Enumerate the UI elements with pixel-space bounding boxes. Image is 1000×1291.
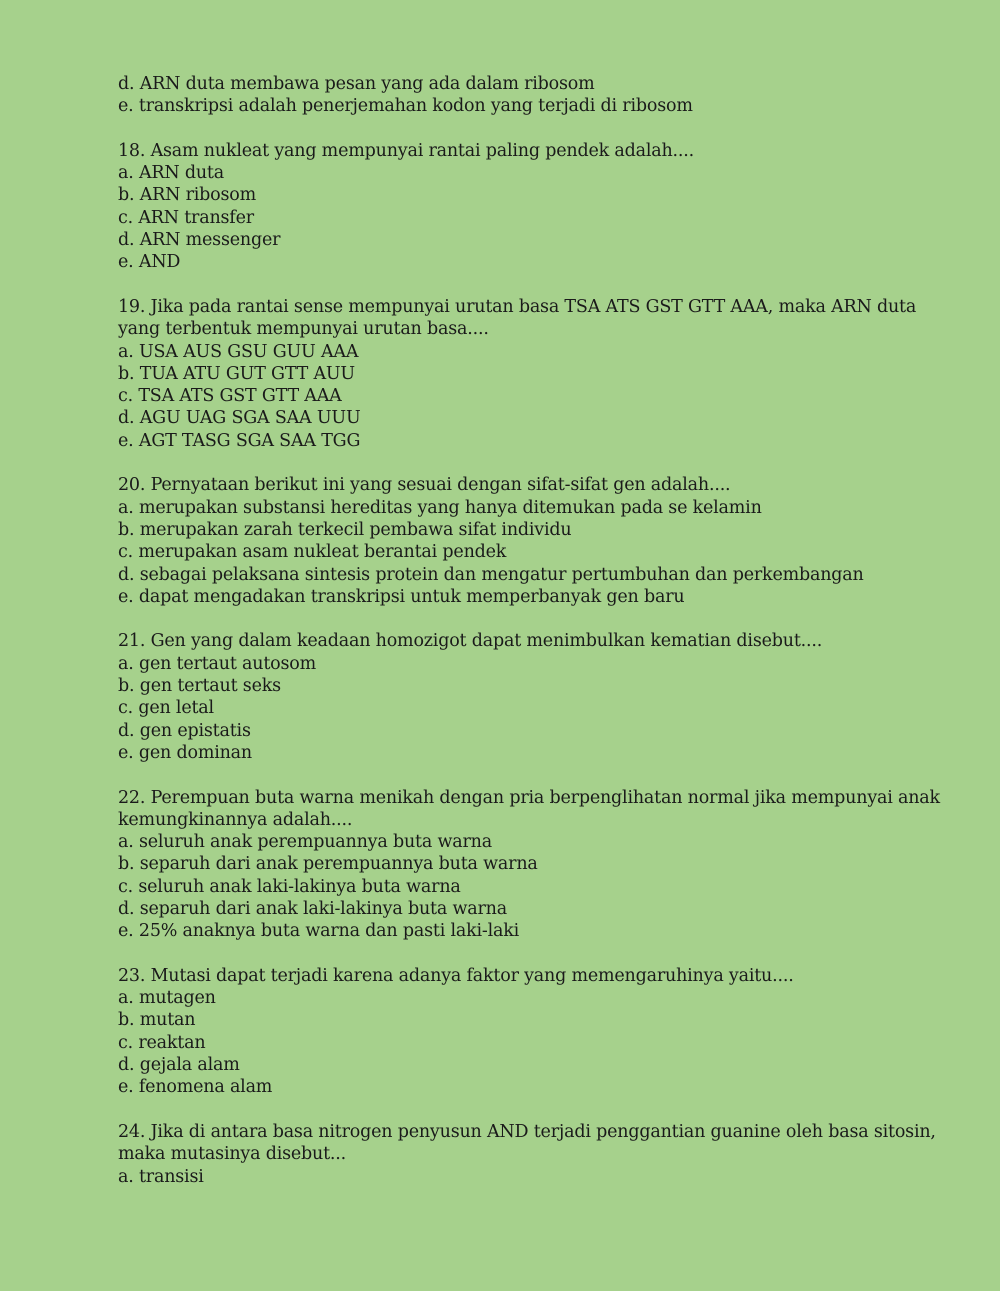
option-b: b. mutan bbox=[118, 1010, 196, 1031]
option-a: a. ARN duta bbox=[118, 163, 224, 184]
option-e: e. transkripsi adalah penerjemahan kodon yang terjadi di ribosom bbox=[118, 96, 693, 117]
option-c: c. reaktan bbox=[118, 1032, 206, 1053]
option-e: e. gen dominan bbox=[118, 742, 252, 763]
question-21 bbox=[118, 630, 878, 764]
question-text-line-1: 19. Jika pada rantai sense mempunyai urutan basa TSA ATS GST GTT AAA, maka ARN duta bbox=[118, 296, 917, 317]
question-text: 23. Mutasi dapat terjadi karena adanya faktor yang memengaruhinya yaitu.... bbox=[118, 965, 794, 986]
option-d: d. separuh dari anak laki-lakinya buta warna bbox=[118, 898, 507, 919]
question-22 bbox=[118, 787, 940, 943]
option-d: d. ARN duta membawa pesan yang ada dalam ribosom bbox=[118, 74, 595, 94]
question-19 bbox=[118, 296, 917, 452]
option-a: a. mutagen bbox=[118, 988, 216, 1009]
question-20 bbox=[118, 474, 878, 608]
option-d: d. sebagai pelaksana sintesis protein dan mengatur pertumbuhan dan perkembangan bbox=[118, 564, 864, 585]
option-e: e. 25% anaknya buta warna dan pasti laki-laki bbox=[118, 921, 520, 942]
question-text-line-2: yang terbentuk mempunyai urutan basa.... bbox=[118, 319, 489, 340]
option-b: b. ARN ribosom bbox=[118, 185, 257, 206]
option-e: e. dapat mengadakan transkripsi untuk memperbanyak gen baru bbox=[118, 586, 685, 607]
option-b: b. merupakan zarah terkecil pembawa sifat individu bbox=[118, 519, 572, 540]
question-18 bbox=[118, 140, 878, 274]
intro-options bbox=[118, 73, 878, 118]
option-c: c. seluruh anak laki-lakinya buta warna bbox=[118, 876, 461, 897]
option-d: d. gejala alam bbox=[118, 1055, 240, 1076]
option-d: d. gen epistatis bbox=[118, 720, 251, 741]
question-text: 18. Asam nukleat yang mempunyai rantai paling pendek adalah.... bbox=[118, 140, 694, 161]
question-text-line-1: 22. Perempuan buta warna menikah dengan pria berpenglihatan normal jika mempunyai anak bbox=[118, 787, 940, 808]
option-c: c. ARN transfer bbox=[118, 207, 254, 228]
option-a: a. transisi bbox=[118, 1166, 204, 1187]
option-a: a. merupakan substansi hereditas yang hanya ditemukan pada se kelamin bbox=[118, 497, 762, 518]
option-b: b. gen tertaut seks bbox=[118, 676, 281, 697]
option-c: c. gen letal bbox=[118, 698, 214, 719]
question-24 bbox=[118, 1121, 936, 1188]
question-text-line-2: maka mutasinya disebut... bbox=[118, 1144, 347, 1165]
question-list bbox=[118, 73, 940, 1210]
option-e: e. AGT TASG SGA SAA TGG bbox=[118, 430, 361, 451]
question-text-line-2: kemungkinannya adalah.... bbox=[118, 809, 353, 830]
option-b: b. TUA ATU GUT GTT AUU bbox=[118, 363, 355, 384]
option-d: d. AGU UAG SGA SAA UUU bbox=[118, 408, 361, 429]
question-text: 21. Gen yang dalam keadaan homozigot dapat menimbulkan kematian disebut.... bbox=[118, 631, 823, 652]
option-e: e. fenomena alam bbox=[118, 1077, 273, 1098]
option-c: c. TSA ATS GST GTT AAA bbox=[118, 386, 342, 407]
question-23 bbox=[118, 965, 878, 1099]
question-text-line-1: 24. Jika di antara basa nitrogen penyusun AND terjadi penggantian guanine oleh basa sitosin, bbox=[118, 1121, 936, 1142]
question-text: 20. Pernyataan berikut ini yang sesuai dengan sifat-sifat gen adalah.... bbox=[118, 475, 731, 496]
option-a: a. seluruh anak perempuannya buta warna bbox=[118, 832, 492, 853]
option-a: a. gen tertaut autosom bbox=[118, 653, 317, 674]
option-e: e. AND bbox=[118, 252, 181, 273]
option-d: d. ARN messenger bbox=[118, 230, 281, 251]
option-c: c. merupakan asam nukleat berantai pendek bbox=[118, 542, 507, 563]
option-b: b. separuh dari anak perempuannya buta warna bbox=[118, 854, 538, 875]
option-a: a. USA AUS GSU GUU AAA bbox=[118, 341, 359, 362]
